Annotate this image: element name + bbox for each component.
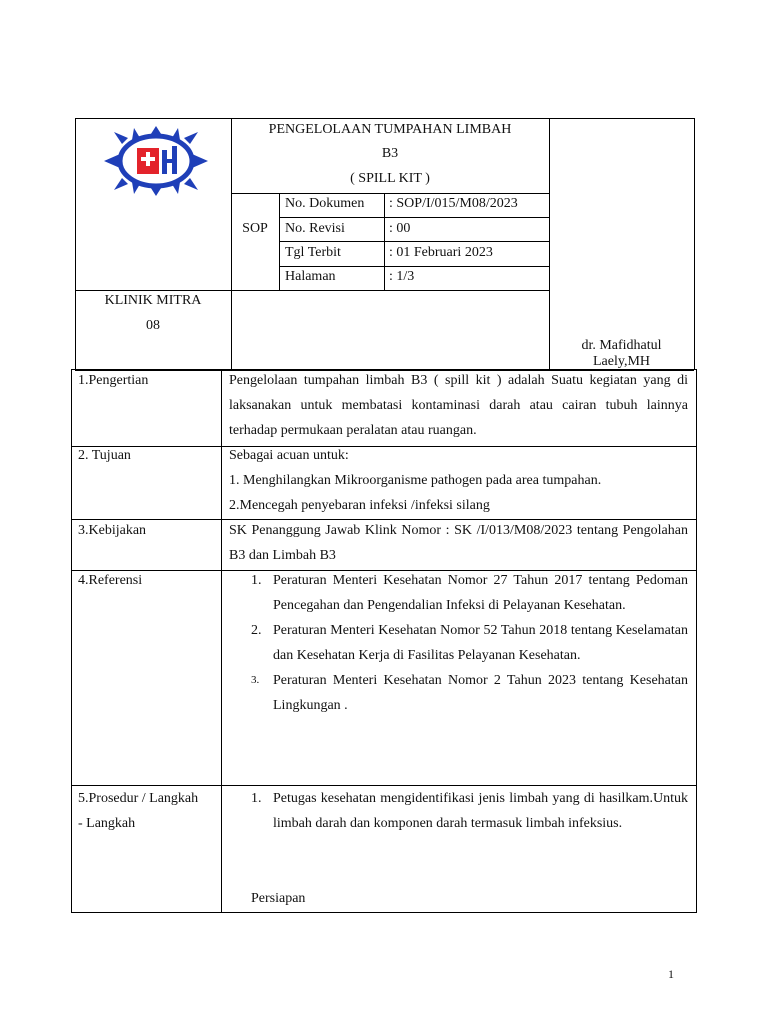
doc-title-line3: ( SPILL KIT ) — [350, 171, 430, 186]
section-label-prosedur — [78, 786, 198, 836]
list-item-number: 2. — [251, 623, 262, 638]
page-number: 1 — [668, 967, 674, 981]
body-bottom-border — [71, 912, 697, 913]
list-item-number: 1. — [251, 573, 262, 588]
body-left-border — [71, 369, 72, 912]
meta-label-dokumen: No. Dokumen — [285, 196, 365, 211]
meta-label-halaman: Halaman — [285, 269, 336, 284]
section-label-referensi: 4.Referensi — [78, 573, 143, 588]
tujuan-point-2: 2.Mencegah penyebaran infeksi /infeksi silang — [229, 498, 490, 513]
tujuan-intro: Sebagai acuan untuk: — [229, 448, 349, 463]
section-label-tujuan: 2. Tujuan — [78, 448, 131, 463]
list-item-text: Peraturan Menteri Kesehatan Nomor 52 Tahun 2018 tentang Keselamatan dan Kesehatan Kerja di Fasilitas Pelayanan Kesehatan. — [273, 623, 688, 663]
clinic-logo — [104, 126, 208, 196]
signer-name-line2: Laely,MH — [592, 354, 651, 369]
list-item — [229, 668, 688, 718]
doc-title-line2: B3 — [381, 146, 399, 161]
logo-h-bar — [162, 159, 177, 163]
tujuan-point-1: 1. Menghilangkan Mikroorganisme pathogen pada area tumpahan. — [229, 473, 602, 488]
meta-value-dokumen: : SOP/I/015/M08/2023 — [389, 196, 518, 211]
meta-value-divider — [384, 193, 385, 290]
logo-cell-bottom-border — [75, 290, 549, 291]
sop-label: SOP — [242, 221, 268, 236]
signer-name-line1: dr. Mafidhatul — [581, 338, 662, 353]
meta-value-revisi: : 00 — [389, 221, 411, 236]
prosedur-list — [229, 786, 688, 836]
meta-label-terbit: Tgl Terbit — [285, 245, 341, 260]
header-right-border — [694, 118, 695, 370]
signature-col-divider — [549, 118, 550, 370]
list-item-text: Peraturan Menteri Kesehatan Nomor 27 Tahun 2017 tentang Pedoman Pencegahan dan Pengendalian Infeksi di Pelayanan Kesehatan. — [273, 573, 688, 613]
list-item-number: 3. — [251, 674, 260, 686]
sop-col-divider — [279, 193, 280, 290]
list-item — [229, 786, 688, 836]
clinic-name-line2: 08 — [146, 318, 160, 333]
meta-value-halaman: : 1/3 — [389, 269, 415, 284]
section-text-pengertian: Pengelolaan tumpahan limbah B3 ( spill kit ) adalah Suatu kegiatan yang di laksanakan untuk membatasi kontaminasi darah atau cairan tubuh lainnya terhadap permukaan peralatan atau ruangan. — [229, 373, 688, 438]
list-item-text: Peraturan Menteri Kesehatan Nomor 2 Tahun 2023 tentang Kesehatan Lingkungan . — [273, 673, 688, 713]
body-right-border — [696, 369, 697, 912]
clinic-name-line1: KLINIK MITRA — [104, 293, 202, 308]
meta-row-divider — [279, 266, 549, 267]
prosedur-label-line1: 5.Prosedur / Langkah — [78, 791, 199, 806]
meta-row-divider — [279, 217, 549, 218]
prosedur-subheading: Persiapan — [251, 891, 306, 906]
section-label-pengertian: 1.Pengertian — [78, 373, 149, 388]
section-label-kebijakan: 3.Kebijakan — [78, 523, 147, 538]
list-item-text: Petugas kesehatan mengidentifikasi jenis limbah yang di hasilkam.Untuk limbah darah dan komponen darah termasuk limbah infeksius. — [273, 791, 688, 831]
header-top-border — [75, 118, 694, 119]
body-col-divider — [221, 369, 222, 912]
section-text-tujuan — [229, 443, 688, 518]
meta-row-divider — [279, 241, 549, 242]
prosedur-label-line2: - Langkah — [78, 816, 136, 831]
section-text-kebijakan: SK Penanggung Jawab Klink Nomor : SK /I/013/M08/2023 tentang Pengolahan B3 dan Limbah B3 — [229, 523, 688, 563]
meta-value-terbit: : 01 Februari 2023 — [389, 245, 493, 260]
meta-label-revisi: No. Revisi — [285, 221, 345, 236]
list-item-number: 1. — [251, 791, 262, 806]
list-item — [229, 618, 688, 668]
list-item — [229, 568, 688, 618]
doc-title-line1: PENGELOLAAN TUMPAHAN LIMBAH — [268, 122, 512, 137]
referensi-list — [229, 568, 688, 718]
